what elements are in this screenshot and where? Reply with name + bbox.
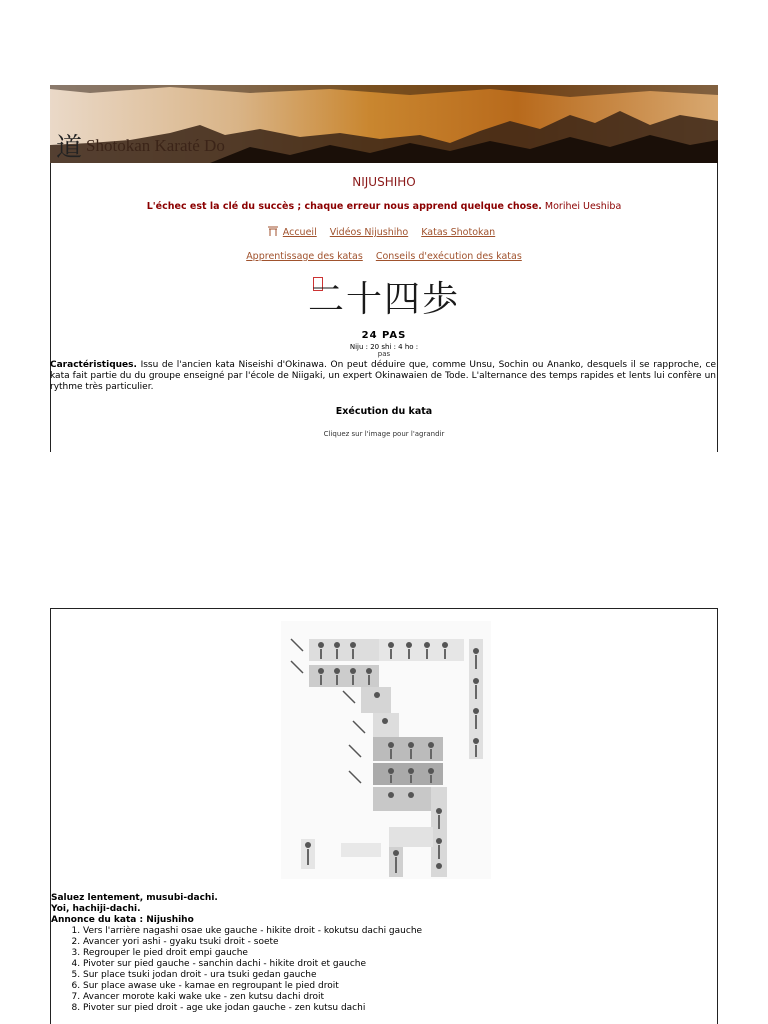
nav-row-1	[50, 226, 718, 238]
click-hint: Cliquez sur l'image pour l'agrandir	[323, 430, 445, 438]
site-logo[interactable]	[56, 127, 225, 163]
name-breakdown-pas: pas	[377, 350, 391, 358]
nav-link-katas[interactable]: Katas Shotokan	[421, 227, 496, 238]
quote-text: L'échec est la clé du succès ; chaque erreur nous apprend quelque chose.	[146, 201, 542, 212]
nav-link-apprentissage[interactable]: Apprentissage des katas	[246, 251, 363, 262]
name-breakdown: Niju : 20 shi : 4 ho :	[349, 343, 419, 351]
step-intro-salut: Saluez lentement, musubi-dachi.	[51, 893, 218, 903]
nav-link-conseils[interactable]: Conseils d'exécution des katas	[375, 251, 522, 262]
quote-author: Morihei Ueshiba	[544, 201, 622, 212]
list-item: 6. Sur place awase uke - kamae en regroupant le pied droit	[83, 981, 717, 992]
logo-kanji: 道	[56, 133, 83, 163]
kata-steps	[51, 893, 717, 1014]
list-item: 4. Pivoter sur pied gauche - sanchin dachi - hikite droit et gauche	[83, 959, 717, 970]
step-intro-annonce: Annonce du kata : Nijushiho	[51, 915, 194, 925]
page-bottom	[50, 608, 718, 1024]
nav-link-accueil[interactable]: Accueil	[282, 227, 317, 238]
list-item: 8. Pivoter sur pied droit - age uke jodan gauche - zen kutsu dachi	[83, 1003, 717, 1014]
nav-row-2	[50, 251, 718, 262]
kata-diagram[interactable]	[281, 621, 491, 879]
list-item: 7. Avancer morote kaki wake uke - zen kutsu dachi droit	[83, 992, 717, 1003]
kata-kanji: 二十四歩	[307, 279, 460, 320]
list-item: 5. Sur place tsuki jodan droit - ura tsuki gedan gauche	[83, 970, 717, 981]
characteristics-text: Issu de l'ancien kata Niseishi d'Okinawa. On peut déduire que, comme Unsu, Sochin ou Ananko, desquels il se rapproche, ce kata fait partie du du groupe enseigné par l'école de Niigaki, un expert Okinawaien de Tode. L'alternance des temps rapides et lents lui confère un rythme très particulier.	[50, 360, 716, 392]
kata-title: NIJUSHIHO	[352, 175, 416, 189]
execution-heading: Exécution du kata	[335, 406, 433, 417]
quote	[50, 201, 718, 212]
list-item: 3. Regrouper le pied droit empi gauche	[83, 948, 717, 959]
list-item: 1. Vers l'arrière nagashi osae uke gauche - hikite droit - kokutsu dachi gauche	[83, 926, 717, 937]
characteristics	[50, 360, 716, 393]
home-icon	[268, 226, 278, 236]
steps-list	[51, 926, 717, 1014]
nav-link-videos[interactable]: Vidéos Nijushiho	[329, 227, 409, 238]
step-intro-yoi: Yoi, hachiji-dachi.	[51, 904, 141, 914]
site-name: Shotokan Karaté Do	[86, 135, 225, 155]
page-top	[50, 85, 718, 452]
list-item: 2. Avancer yori ashi - gyaku tsuki droit - soete	[83, 937, 717, 948]
characteristics-label: Caractéristiques.	[50, 360, 137, 370]
header-banner	[50, 85, 718, 163]
steps-count: 24 PAS	[361, 330, 407, 341]
